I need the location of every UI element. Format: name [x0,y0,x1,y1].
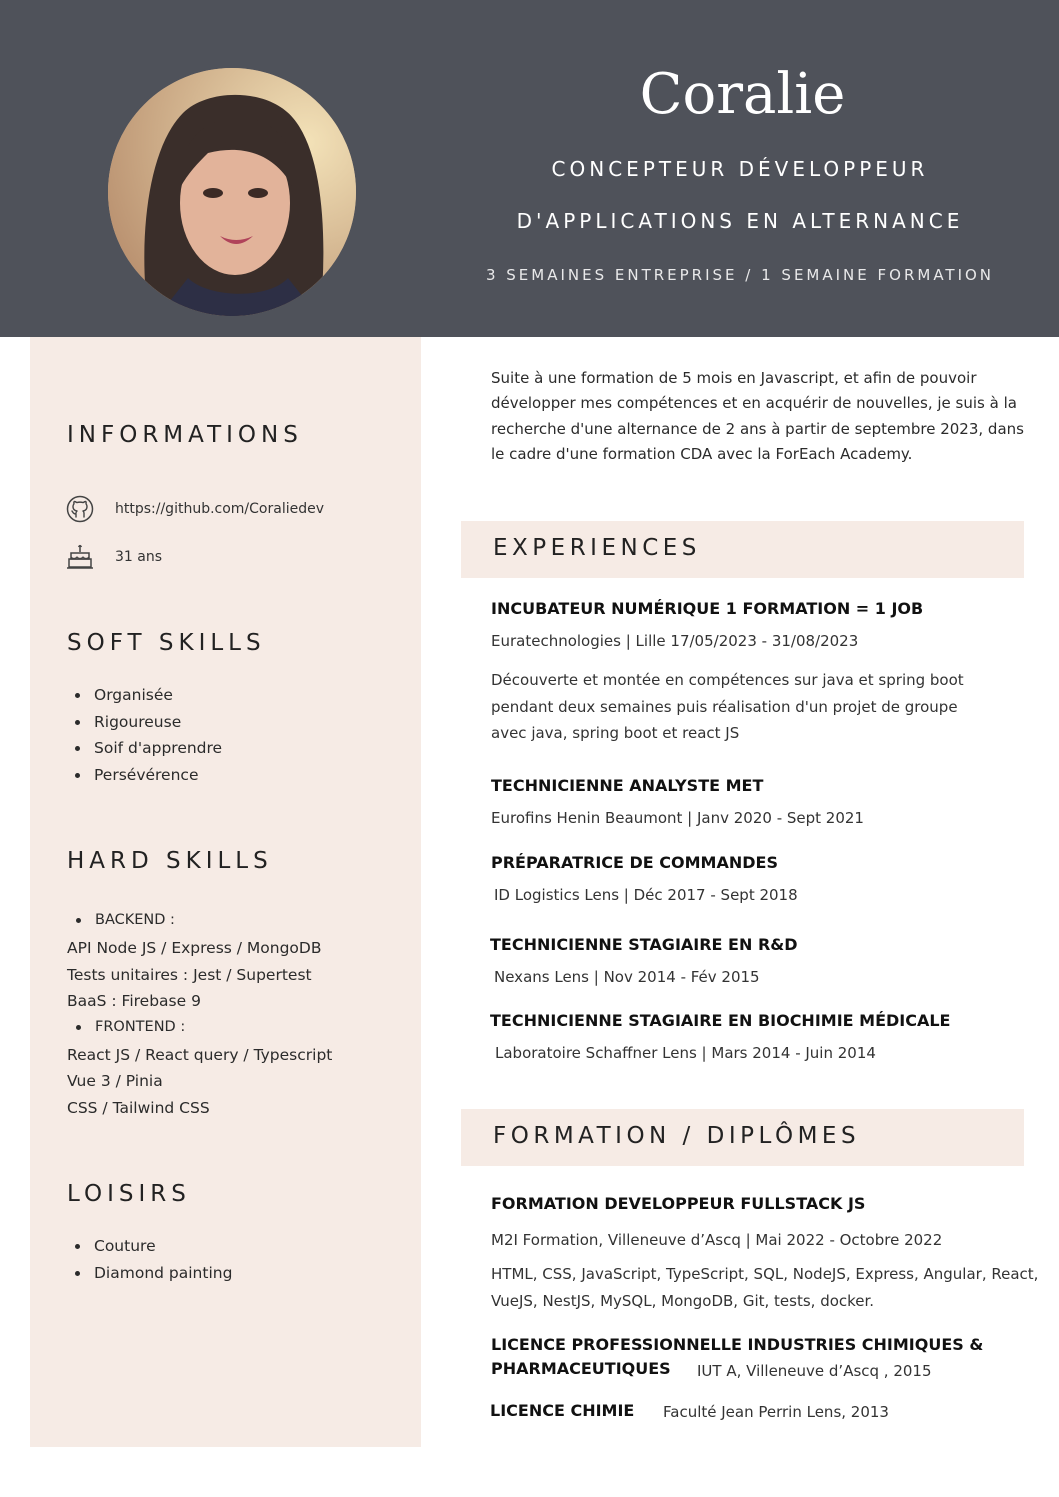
job-subtitle: Nexans Lens | Nov 2014 - Fév 2015 [494,968,760,986]
age-info-row [65,542,162,572]
formation-title: LICENCE PROFESSIONNELLE INDUSTRIES CHIMIQUES & [491,1335,984,1354]
header-banner [0,0,1059,337]
experiences-section-band [461,521,1024,578]
birthday-cake-icon [65,542,95,572]
list-item: Diamond painting [75,1260,232,1287]
soft-skills-heading: SOFT SKILLS [67,630,266,656]
formation-description: HTML, CSS, JavaScript, TypeScript, SQL, NodeJS, Express, Angular, React, VueJS, NestJS, MySQL, MongoDB, Git, tests, docker. [491,1265,1039,1310]
job-title: TECHNICIENNE STAGIAIRE EN R&D [490,935,798,954]
job-title: TECHNICIENNE ANALYSTE MET [491,776,764,795]
job-subtitle: ID Logistics Lens | Déc 2017 - Sept 2018 [494,886,798,904]
soft-skills-list [75,682,222,789]
formation-title: LICENCE CHIMIE [490,1401,635,1420]
schedule-subtitle: 3 SEMAINES ENTREPRISE / 1 SEMAINE FORMATION [485,266,995,284]
backend-line: Tests unitaires : Jest / Supertest [67,966,312,984]
experiences-heading: EXPERIENCES [493,535,701,561]
formation-heading: FORMATION / DIPLÔMES [493,1123,861,1149]
job-title: PRÉPARATRICE DE COMMANDES [491,853,778,872]
age-text: 31 ans [115,549,163,565]
profile-photo [108,68,356,316]
formation-title: PHARMACEUTIQUES [491,1359,671,1378]
formation-subtitle: Faculté Jean Perrin Lens, 2013 [663,1403,889,1421]
frontend-label: FRONTEND : [76,1014,185,1041]
hard-skills-heading: HARD SKILLS [67,848,273,874]
job-subtitle: Eurofins Henin Beaumont | Janv 2020 - Sept 2021 [491,809,864,827]
frontend-line: React JS / React query / Typescript [67,1046,333,1064]
job-title-line-2: D'APPLICATIONS EN ALTERNANCE [516,209,964,233]
intro-paragraph: Suite à une formation de 5 mois en Javascript, et afin de pouvoir développer mes compétences et en acquérir de nouvelles, je suis à la recherche d'une alternance de 2 ans à partir de septembre 2023, dans le cadre d'une formation CDA avec la ForEach Academy. [491,369,1024,463]
list-item: Organisée [75,682,222,709]
frontend-line: CSS / Tailwind CSS [67,1099,210,1117]
list-item: Couture [75,1233,232,1260]
informations-heading: INFORMATIONS [67,422,303,448]
github-icon [65,494,95,524]
job-title: TECHNICIENNE STAGIAIRE EN BIOCHIMIE MÉDICALE [490,1011,951,1030]
loisirs-heading: LOISIRS [67,1181,191,1207]
job-title: INCUBATEUR NUMÉRIQUE 1 FORMATION = 1 JOB [491,599,924,618]
backend-line: API Node JS / Express / MongoDB [67,939,322,957]
frontend-line: Vue 3 / Pinia [67,1072,163,1090]
backend-label: BACKEND : [76,907,175,934]
loisirs-list [75,1233,232,1286]
formation-subtitle: IUT A, Villeneuve d’Ascq , 2015 [697,1362,932,1380]
job-subtitle: Euratechnologies | Lille 17/05/2023 - 31/08/2023 [491,632,859,650]
list-item: Persévérence [75,762,222,789]
backend-line: BaaS : Firebase 9 [67,992,201,1010]
formation-title: FORMATION DEVELOPPEUR FULLSTACK JS [491,1194,866,1213]
job-title-line-1: CONCEPTEUR DÉVELOPPEUR [551,157,929,181]
formation-section-band [461,1109,1024,1166]
job-subtitle: Laboratoire Schaffner Lens | Mars 2014 - Juin 2014 [495,1044,876,1062]
candidate-name: Coralie [639,62,846,127]
list-item: Soif d'apprendre [75,735,222,762]
list-item: Rigoureuse [75,709,222,736]
github-info-row [65,494,324,524]
github-link[interactable]: https://github.com/Coraliedev [115,501,325,517]
formation-subtitle: M2I Formation, Villeneuve d’Ascq | Mai 2022 - Octobre 2022 [491,1231,943,1249]
job-description: Découverte et montée en compétences sur java et spring boot pendant deux semaines puis réalisation d'un projet de groupe avec java, spring boot et react JS [491,671,964,742]
